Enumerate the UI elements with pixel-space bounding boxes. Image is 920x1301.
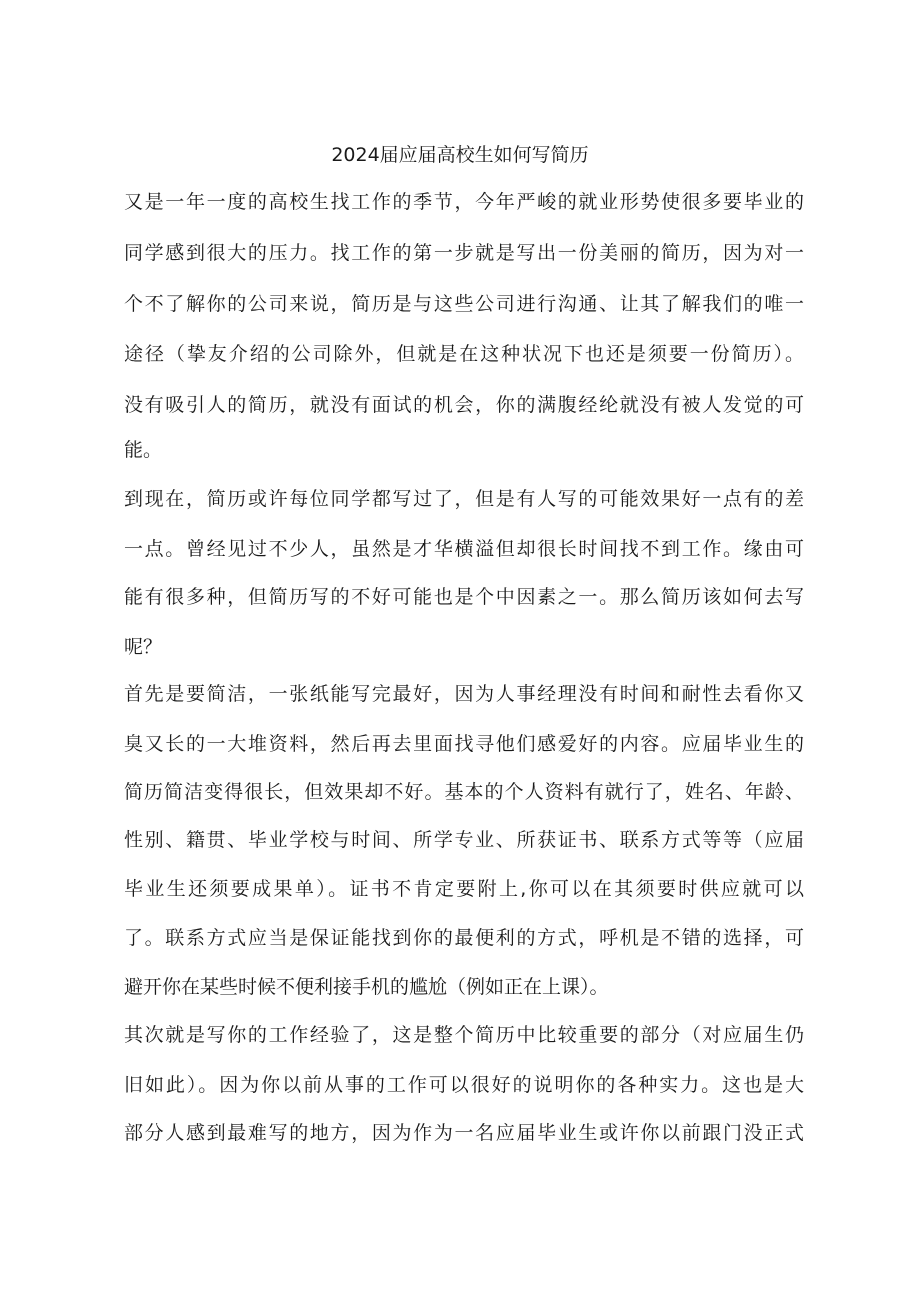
- paragraph-1-line-3: 个不了解你的公司来说，简历是与这些公司进行沟通、让其了解我们的唯一: [124, 293, 804, 315]
- paragraph-2-line-2: 一点。曾经见过不少人，虽然是才华横溢但却很长时间找不到工作。缘由可: [124, 538, 804, 560]
- paragraph-3-line-4: 性别、籍贯、毕业学校与时间、所学专业、所获证书、联系方式等等（应届: [124, 829, 804, 851]
- paragraph-3-line-2: 臭又长的一大堆资料，然后再去里面找寻他们感爱好的内容。应届毕业生的: [124, 733, 804, 755]
- document-title: 2024届应届高校生如何写简历: [331, 144, 589, 166]
- paragraph-1-line-5: 没有吸引人的简历，就没有面试的机会，你的满腹经纶就没有被人发觉的可: [124, 394, 804, 416]
- paragraph-2-line-1: 到现在，简历或许每位同学都写过了，但是有人写的可能效果好一点有的差: [124, 488, 804, 510]
- paragraph-4-line-2: 旧如此）。因为你以前从事的工作可以很好的说明你的各种实力。这也是大: [124, 1074, 804, 1096]
- paragraph-3-line-3: 简历简洁变得很长，但效果却不好。基本的个人资料有就行了，姓名、年龄、: [124, 781, 804, 803]
- paragraph-1-line-4: 途径（挚友介绍的公司除外，但就是在这种状况下也还是须要一份简历）。: [124, 343, 804, 365]
- paragraph-4-line-3: 部分人感到最难写的地方，因为作为一名应届毕业生或许你以前跟门没正式: [124, 1122, 804, 1144]
- paragraph-1-line-6: 能。: [124, 439, 163, 461]
- paragraph-1-line-1: 又是一年一度的高校生找工作的季节，今年严峻的就业形势使很多要毕业的: [124, 191, 804, 213]
- paragraph-3-line-7: 避开你在某些时候不便利接手机的尴尬（例如正在上课）。: [124, 976, 609, 998]
- paragraph-3-line-6: 了。联系方式应当是保证能找到你的最便利的方式，呼机是不错的选择，可: [124, 927, 804, 949]
- paragraph-2-line-3: 能有很多种，但简历写的不好可能也是个中因素之一。那么简历该如何去写: [124, 586, 804, 608]
- paragraph-1-line-2: 同学感到很大的压力。找工作的第一步就是写出一份美丽的简历，因为对一: [124, 242, 804, 264]
- paragraph-3-line-5: 毕业生还须要成果单）。证书不肯定要附上,你可以在其须要时供应就可以: [124, 878, 804, 900]
- paragraph-2-line-4: 呢？: [124, 636, 163, 658]
- paragraph-3-line-1: 首先是要简洁，一张纸能写完最好，因为人事经理没有时间和耐性去看你又: [124, 683, 804, 705]
- paragraph-4-line-1: 其次就是写你的工作经验了，这是整个简历中比较重要的部分（对应届生仍: [124, 1024, 804, 1046]
